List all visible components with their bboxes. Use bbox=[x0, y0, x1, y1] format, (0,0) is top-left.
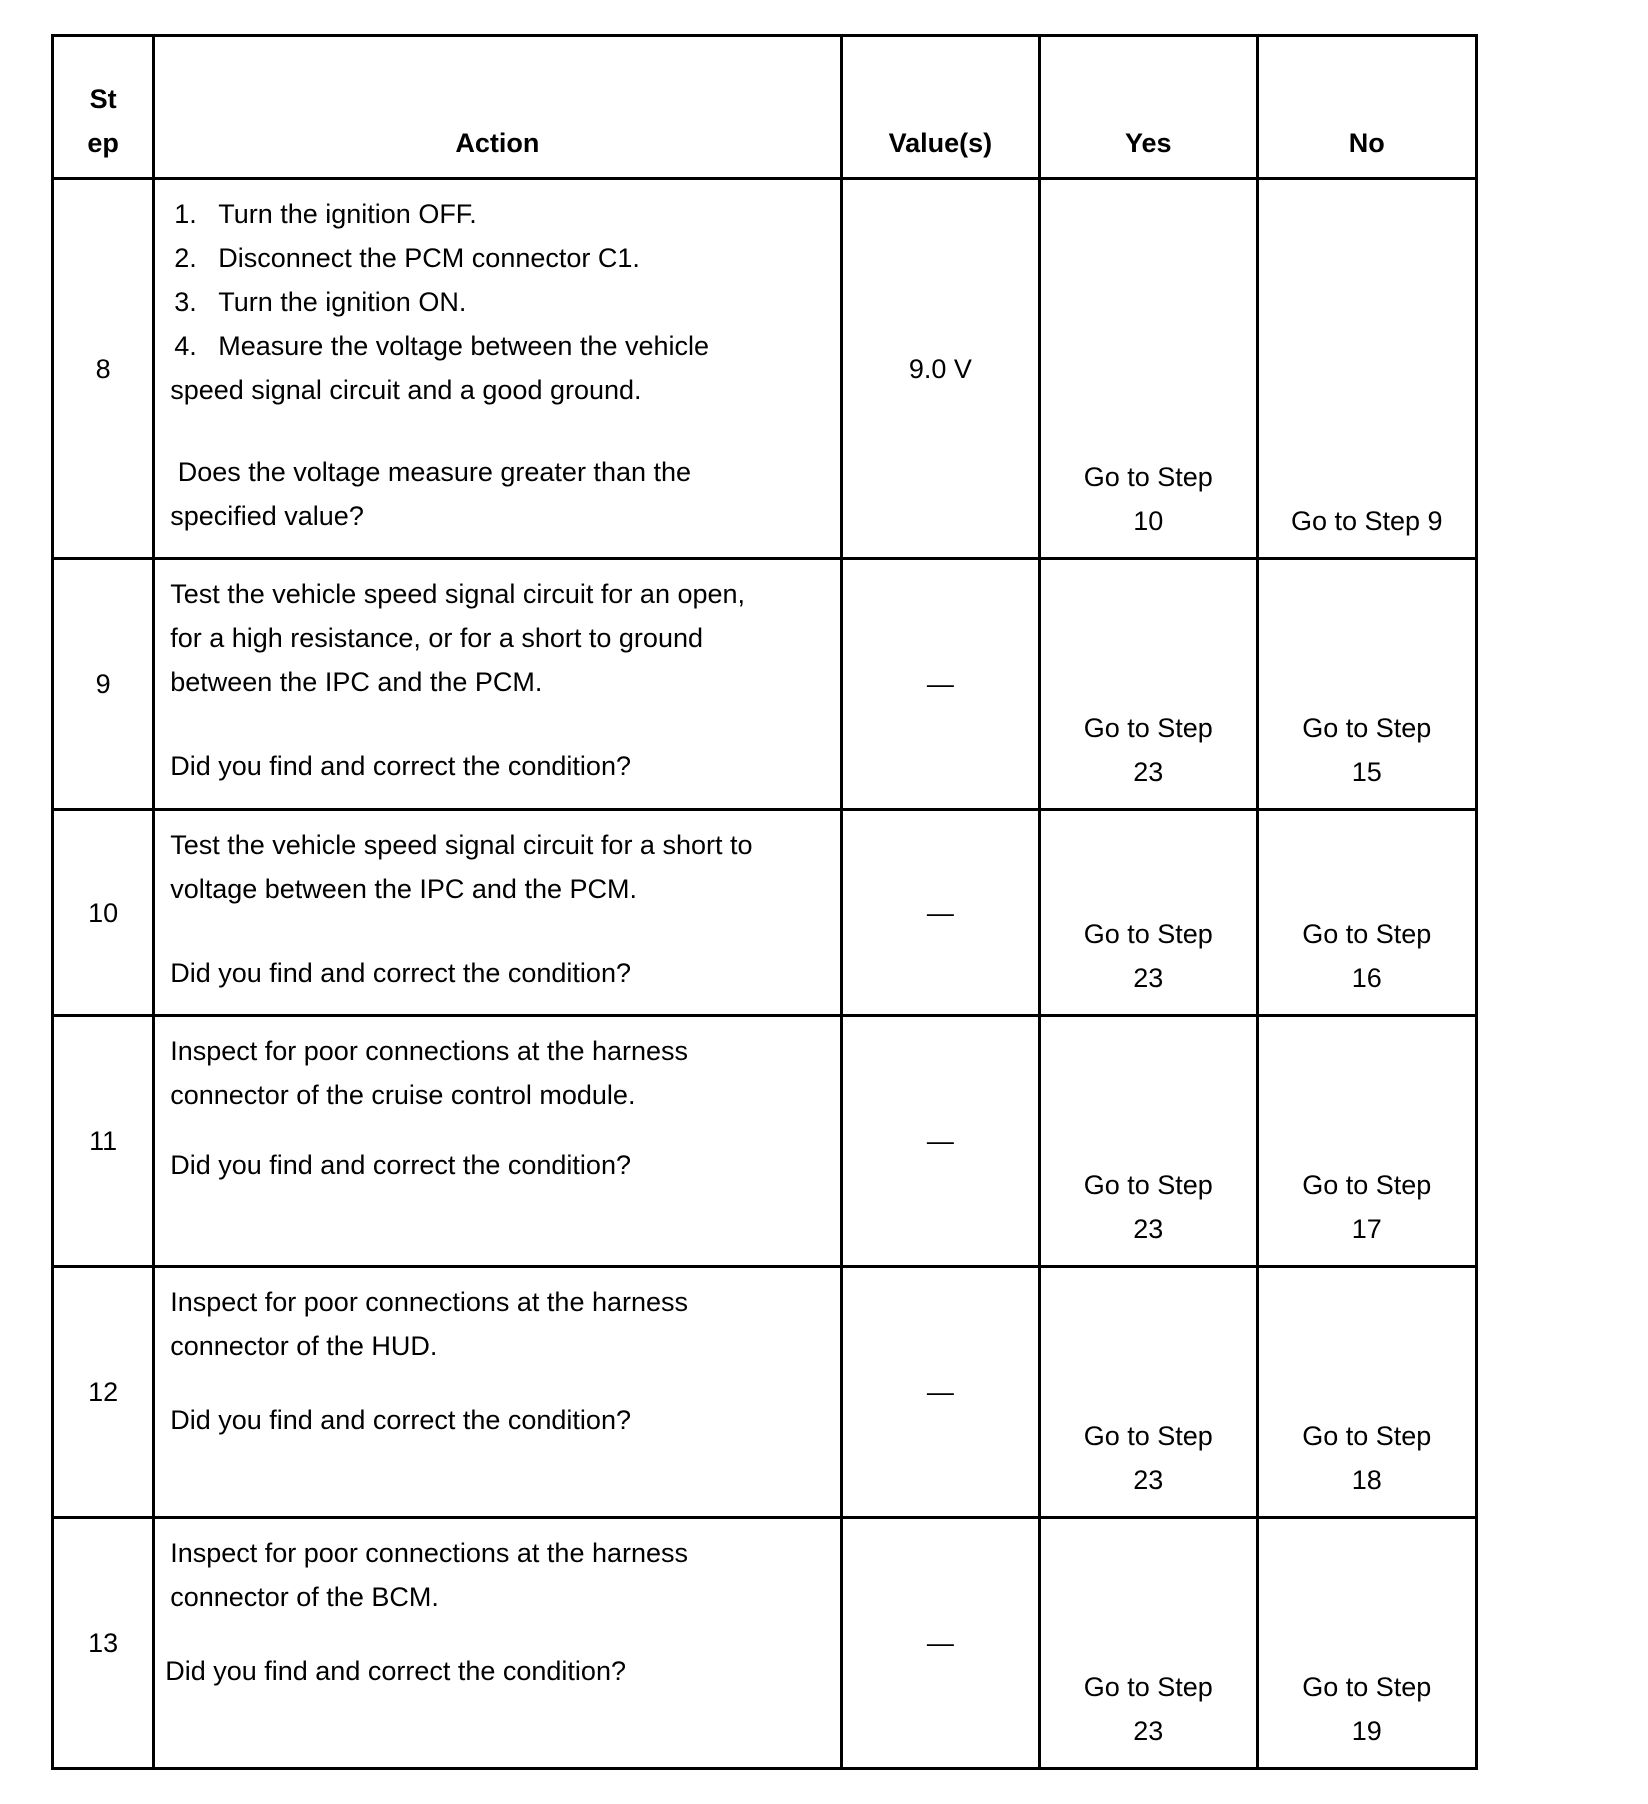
yes-cell bbox=[1040, 1016, 1257, 1267]
yes-cell bbox=[1040, 810, 1257, 1016]
no-cell bbox=[1257, 810, 1477, 1016]
header-step bbox=[53, 36, 154, 179]
yes-goto-label: Go to Step bbox=[1083, 713, 1213, 743]
action-step-item: 2. Disconnect the PCM connector C1. bbox=[174, 243, 640, 273]
table-row bbox=[53, 810, 1477, 1016]
action-step-continuation: speed signal circuit and a good ground. bbox=[170, 375, 642, 405]
value-cell: — bbox=[841, 1016, 1039, 1267]
action-question: Did you find and correct the condition? bbox=[170, 751, 631, 781]
yes-cell bbox=[1040, 559, 1257, 810]
no-cell bbox=[1257, 179, 1477, 559]
action-text-line: connector of the HUD. bbox=[170, 1331, 438, 1361]
header-action: Action bbox=[154, 36, 841, 179]
action-text-line: Inspect for poor connections at the harness bbox=[170, 1036, 689, 1066]
action-step-item: 1. Turn the ignition OFF. bbox=[174, 199, 477, 229]
no-goto-step: 18 bbox=[1351, 1465, 1382, 1495]
action-text-line: for a high resistance, or for a short to ground bbox=[170, 623, 703, 653]
action-text-line: Inspect for poor connections at the harness bbox=[170, 1538, 689, 1568]
step-number: 11 bbox=[53, 1016, 154, 1267]
table-row bbox=[53, 1518, 1477, 1769]
yes-goto-label: Go to Step bbox=[1083, 462, 1213, 492]
no-goto-label: Go to Step bbox=[1302, 1672, 1432, 1702]
table-header-row bbox=[53, 36, 1477, 179]
no-goto-label: Go to Step bbox=[1302, 1421, 1432, 1451]
yes-goto-step: 10 bbox=[1133, 506, 1164, 536]
action-question: Did you find and correct the condition? bbox=[170, 958, 631, 988]
action-cell bbox=[154, 179, 841, 559]
action-text-line: connector of the cruise control module. bbox=[170, 1080, 636, 1110]
action-cell bbox=[154, 1016, 841, 1267]
no-cell bbox=[1257, 1267, 1477, 1518]
yes-goto-step: 23 bbox=[1133, 963, 1164, 993]
action-question: Did you find and correct the condition? bbox=[170, 1150, 631, 1180]
header-yes: Yes bbox=[1040, 36, 1257, 179]
no-cell bbox=[1257, 1016, 1477, 1267]
yes-cell bbox=[1040, 179, 1257, 559]
no-goto-label: Go to Step bbox=[1302, 1170, 1432, 1200]
action-question: Did you find and correct the condition? bbox=[170, 1405, 631, 1435]
step-number: 9 bbox=[53, 559, 154, 810]
diagnostic-table bbox=[51, 34, 1478, 1770]
no-goto-step: 16 bbox=[1351, 963, 1382, 993]
no-goto-step: Go to Step 9 bbox=[1290, 506, 1443, 536]
step-number: 13 bbox=[53, 1518, 154, 1769]
step-number: 10 bbox=[53, 810, 154, 1016]
no-goto-label: Go to Step bbox=[1302, 919, 1432, 949]
header-step-line2: ep bbox=[87, 128, 119, 158]
value-cell: — bbox=[841, 1267, 1039, 1518]
action-cell bbox=[154, 559, 841, 810]
table-row bbox=[53, 1267, 1477, 1518]
no-goto-label: Go to Step bbox=[1302, 713, 1432, 743]
value-cell: — bbox=[841, 559, 1039, 810]
action-question: Does the voltage measure greater than the specified value? bbox=[170, 457, 692, 531]
action-step-list bbox=[170, 192, 819, 368]
yes-goto-step: 23 bbox=[1133, 757, 1164, 787]
value-cell: — bbox=[841, 1518, 1039, 1769]
yes-goto-step: 23 bbox=[1133, 1465, 1164, 1495]
yes-goto-label: Go to Step bbox=[1083, 1672, 1213, 1702]
table-row bbox=[53, 1016, 1477, 1267]
step-number: 12 bbox=[53, 1267, 154, 1518]
table-row bbox=[53, 559, 1477, 810]
action-text-line: Test the vehicle speed signal circuit for a short to bbox=[170, 830, 753, 860]
action-cell bbox=[154, 1518, 841, 1769]
no-goto-step: 17 bbox=[1351, 1214, 1382, 1244]
table-row bbox=[53, 179, 1477, 559]
yes-cell bbox=[1040, 1518, 1257, 1769]
action-question: Did you find and correct the condition? bbox=[165, 1656, 626, 1686]
yes-goto-step: 23 bbox=[1133, 1214, 1164, 1244]
value-cell: 9.0 V bbox=[841, 179, 1039, 559]
yes-cell bbox=[1040, 1267, 1257, 1518]
yes-goto-step: 23 bbox=[1133, 1716, 1164, 1746]
action-text-line: voltage between the IPC and the PCM. bbox=[170, 874, 637, 904]
no-cell bbox=[1257, 1518, 1477, 1769]
action-text-line: Inspect for poor connections at the harness bbox=[170, 1287, 689, 1317]
no-cell bbox=[1257, 559, 1477, 810]
action-cell bbox=[154, 810, 841, 1016]
no-goto-step: 15 bbox=[1351, 757, 1382, 787]
action-text-line: connector of the BCM. bbox=[170, 1582, 439, 1612]
header-no: No bbox=[1257, 36, 1477, 179]
action-cell bbox=[154, 1267, 841, 1518]
value-cell: — bbox=[841, 810, 1039, 1016]
action-step-item: 4. Measure the voltage between the vehicle bbox=[174, 331, 710, 361]
action-text-line: Test the vehicle speed signal circuit for an open, bbox=[170, 579, 746, 609]
no-goto-step: 19 bbox=[1351, 1716, 1382, 1746]
header-values: Value(s) bbox=[841, 36, 1039, 179]
yes-goto-label: Go to Step bbox=[1083, 919, 1213, 949]
action-text-line: between the IPC and the PCM. bbox=[170, 667, 543, 697]
header-step-line1: St bbox=[89, 84, 117, 114]
yes-goto-label: Go to Step bbox=[1083, 1421, 1213, 1451]
yes-goto-label: Go to Step bbox=[1083, 1170, 1213, 1200]
action-step-item: 3. Turn the ignition ON. bbox=[174, 287, 467, 317]
step-number: 8 bbox=[53, 179, 154, 559]
